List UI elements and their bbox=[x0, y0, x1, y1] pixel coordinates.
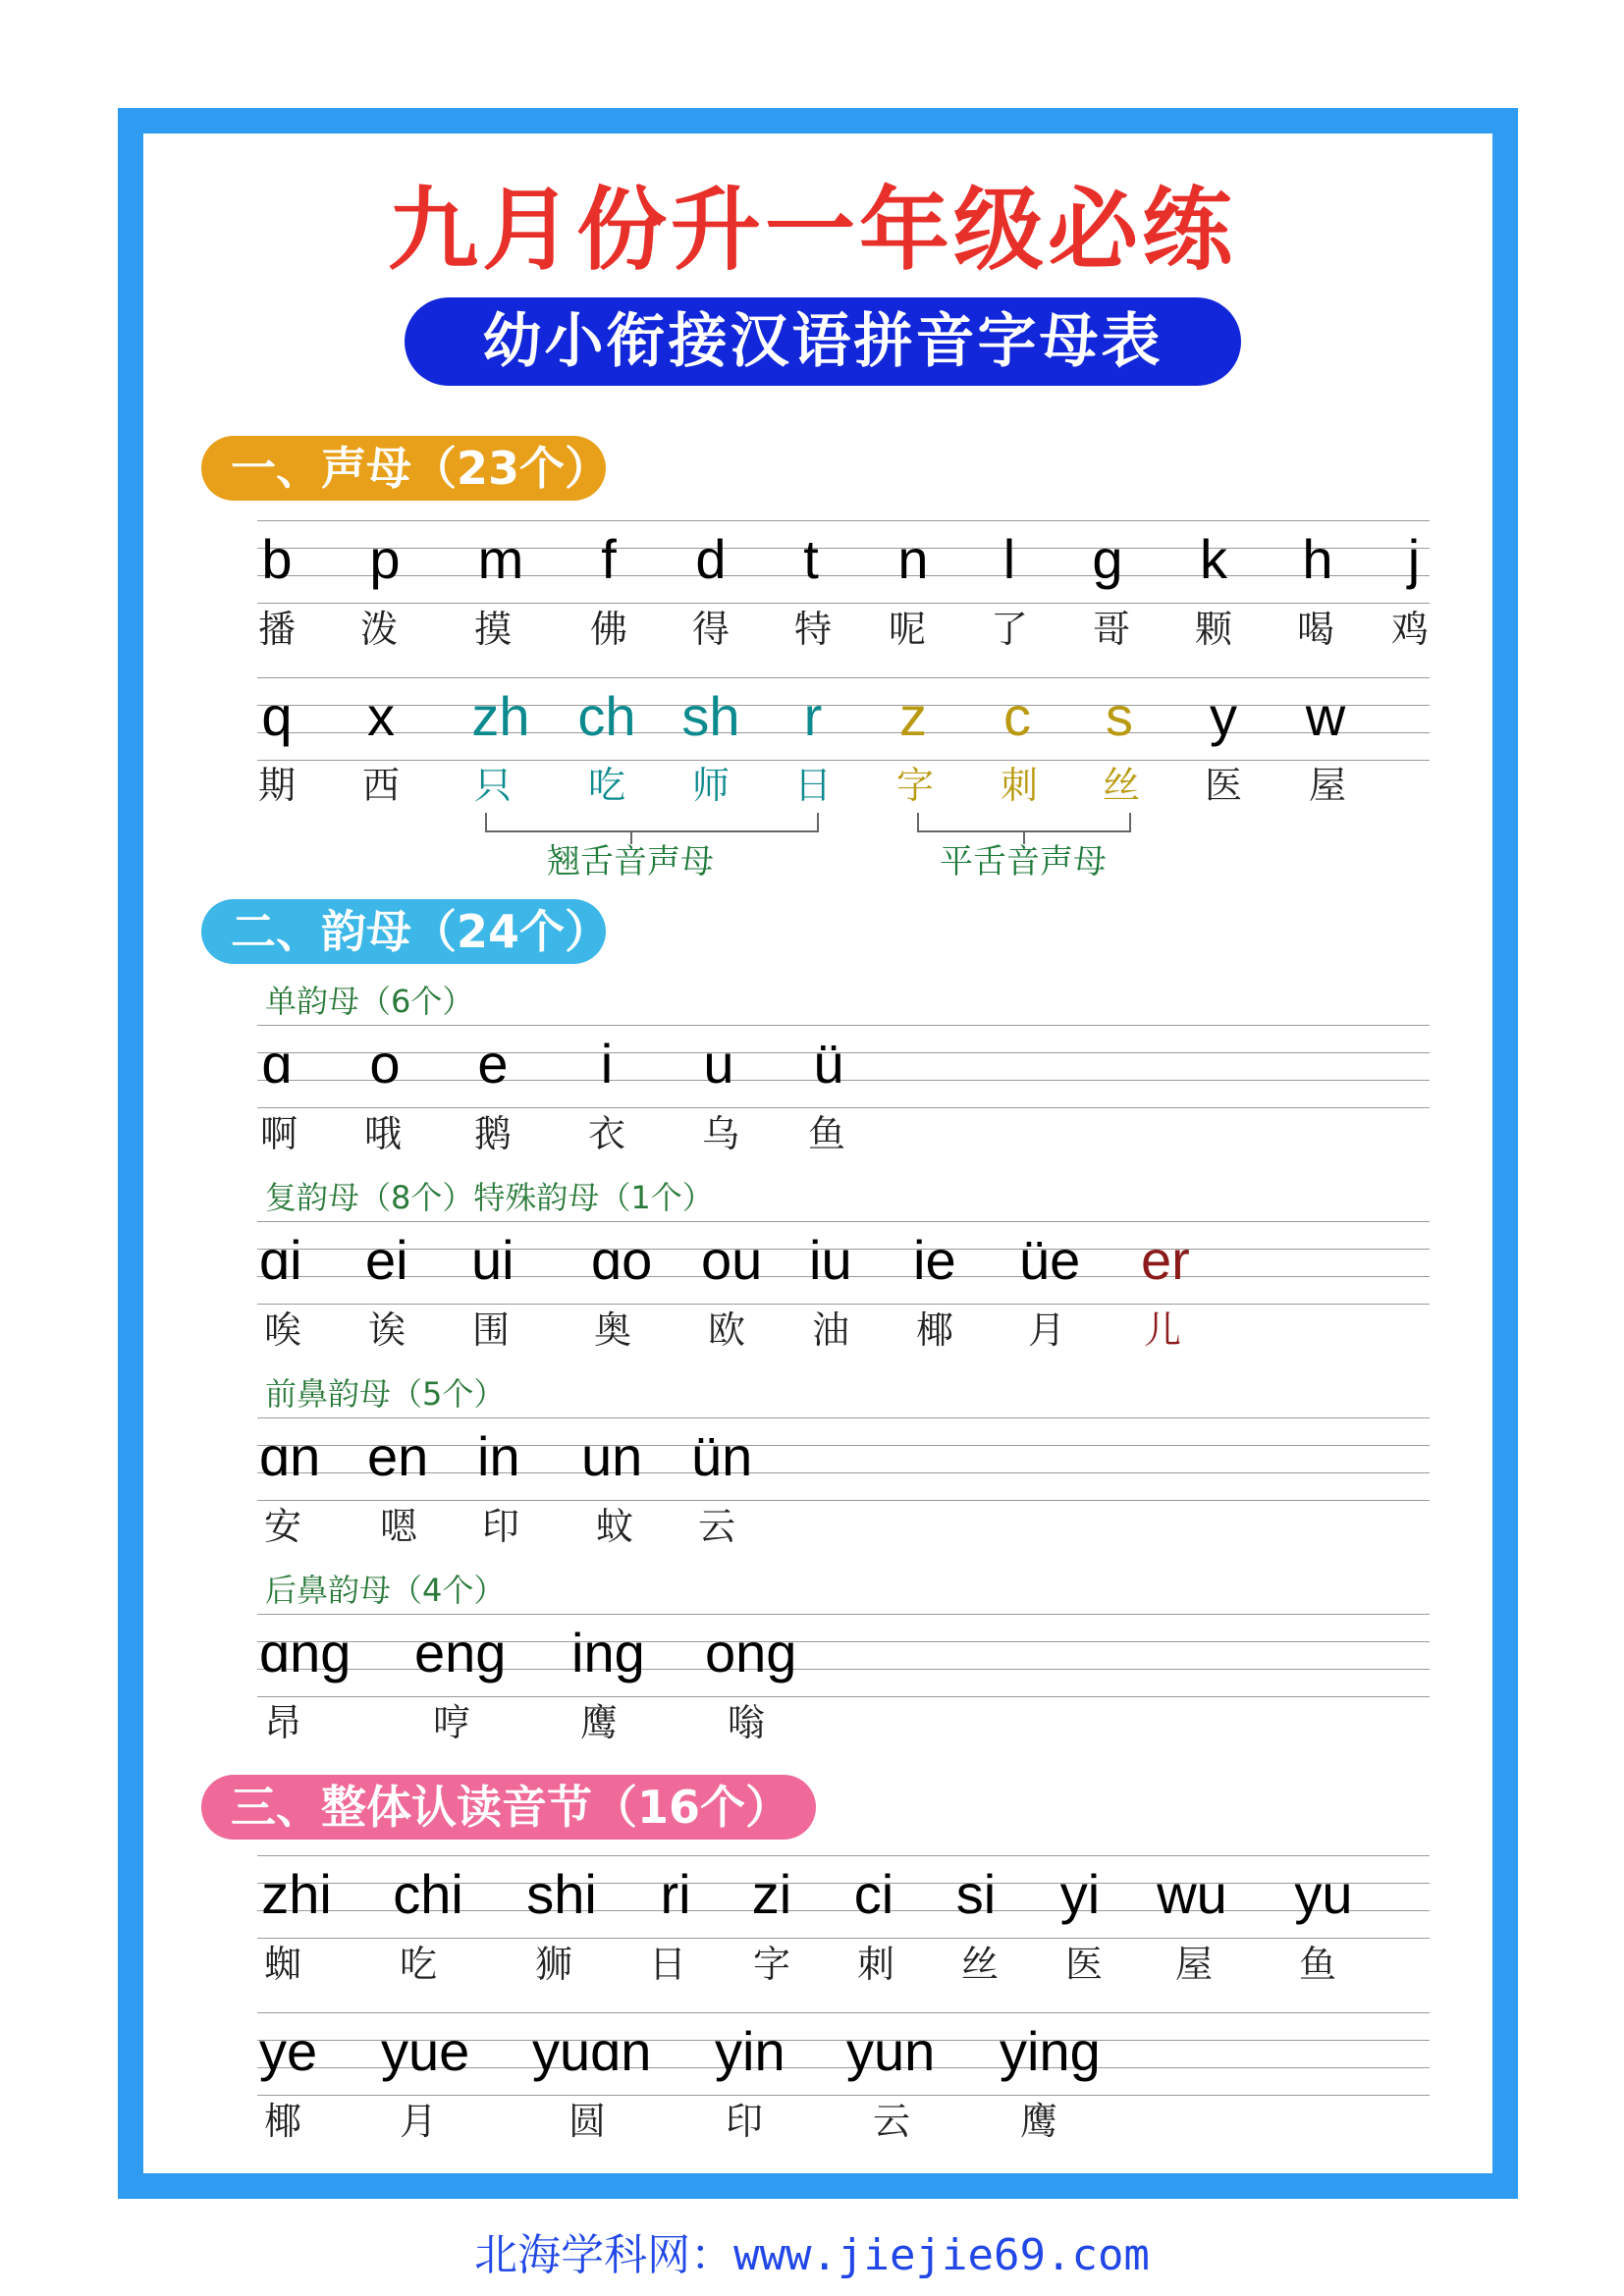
pinyin-final: ɑ bbox=[261, 1033, 293, 1095]
example-character: 了 bbox=[990, 608, 1029, 651]
pinyin-final: ong bbox=[705, 1622, 797, 1683]
example-character: 期 bbox=[257, 764, 297, 807]
section-heading-initials: 一、声母（23个） bbox=[201, 436, 606, 501]
example-character: 师 bbox=[691, 764, 731, 807]
example-character: 印 bbox=[725, 2100, 764, 2143]
example-character: 医 bbox=[1064, 1943, 1104, 1986]
example-character: 月 bbox=[399, 2100, 438, 2143]
example-character: 鹰 bbox=[1019, 2100, 1058, 2143]
example-character: 蚊 bbox=[595, 1505, 634, 1548]
whole-syllable: si bbox=[955, 1863, 997, 1925]
example-character: 安 bbox=[263, 1505, 302, 1548]
example-character: 喝 bbox=[1296, 608, 1335, 651]
example-character: 西 bbox=[361, 764, 401, 807]
example-character: 日 bbox=[793, 764, 833, 807]
example-character: 哼 bbox=[432, 1701, 471, 1744]
flat-tongue-label: 平舌音声母 bbox=[940, 842, 1107, 881]
example-character: 昂 bbox=[263, 1701, 302, 1744]
example-character: 屋 bbox=[1308, 764, 1347, 807]
example-character: 啊 bbox=[259, 1112, 298, 1155]
flat-tongue-letter: c bbox=[1003, 685, 1031, 747]
whole-syllable: yi bbox=[1059, 1863, 1101, 1925]
whole-syllable: yin bbox=[715, 2020, 785, 2082]
flat-tongue-letter: z bbox=[899, 685, 927, 747]
whole-syllable: zi bbox=[751, 1863, 792, 1925]
example-character: 字 bbox=[895, 764, 935, 807]
pinyin-letter: t bbox=[803, 528, 819, 590]
example-character: 椰 bbox=[263, 2100, 302, 2143]
pinyin-letter: x bbox=[367, 685, 395, 747]
example-character: 特 bbox=[793, 608, 833, 651]
pinyin-final: in bbox=[477, 1425, 520, 1487]
example-character: 嗡 bbox=[727, 1701, 766, 1744]
whole-syllable: ying bbox=[1000, 2020, 1101, 2082]
example-character: 诶 bbox=[367, 1308, 406, 1352]
pinyin-final: ei bbox=[365, 1229, 408, 1291]
example-character: 泼 bbox=[359, 608, 399, 651]
example-character: 颗 bbox=[1194, 608, 1233, 651]
example-character: 佛 bbox=[589, 608, 628, 651]
example-character: 嗯 bbox=[379, 1505, 418, 1548]
pinyin-final: üe bbox=[1019, 1229, 1081, 1291]
section-heading-finals: 二、韵母（24个） bbox=[201, 899, 606, 964]
whole-syllable: yue bbox=[381, 2020, 470, 2082]
example-character: 乌 bbox=[701, 1112, 740, 1155]
pinyin-final: ɑo bbox=[591, 1229, 653, 1291]
retroflex-letter: ch bbox=[577, 685, 636, 747]
pinyin-final: o bbox=[369, 1033, 401, 1095]
writing-lines bbox=[257, 677, 1430, 760]
example-character: 围 bbox=[471, 1308, 511, 1352]
whole-syllable: ye bbox=[259, 2020, 318, 2082]
example-character: 衣 bbox=[587, 1112, 626, 1155]
pinyin-final: ou bbox=[701, 1229, 763, 1291]
pinyin-letter: k bbox=[1200, 528, 1227, 590]
pinyin-letter: w bbox=[1305, 685, 1346, 747]
whole-syllable: yu bbox=[1294, 1863, 1353, 1925]
pinyin-letter: d bbox=[695, 528, 727, 590]
example-character: 月 bbox=[1027, 1308, 1066, 1352]
pinyin-letter: l bbox=[1002, 528, 1016, 590]
whole-syllable: yun bbox=[846, 2020, 936, 2082]
example-character: 只 bbox=[473, 764, 513, 807]
section-heading-whole-syllables: 三、整体认读音节（16个） bbox=[201, 1775, 816, 1840]
whole-syllable: yuɑn bbox=[532, 2020, 652, 2082]
example-character: 欧 bbox=[707, 1308, 746, 1352]
flat-tongue-letter: s bbox=[1106, 685, 1133, 747]
writing-lines bbox=[257, 1417, 1430, 1500]
footer-url[interactable]: www.jiejie69.com bbox=[733, 2230, 1150, 2280]
retroflex-letter: r bbox=[803, 685, 823, 747]
example-character: 鹰 bbox=[579, 1701, 619, 1744]
pinyin-letter: f bbox=[601, 528, 617, 590]
retroflex-letter: zh bbox=[471, 685, 530, 747]
example-character: 丝 bbox=[1102, 764, 1141, 807]
pinyin-final: ing bbox=[571, 1622, 645, 1683]
example-character: 唉 bbox=[263, 1308, 302, 1352]
flat-tongue-bracket bbox=[917, 813, 1131, 832]
example-character: 奥 bbox=[593, 1308, 632, 1352]
retroflex-label: 翘舌音声母 bbox=[547, 842, 714, 881]
pinyin-final: eng bbox=[414, 1622, 507, 1683]
whole-syllable: ci bbox=[853, 1863, 894, 1925]
single-finals-label: 单韵母（6个） bbox=[265, 983, 474, 1020]
example-character: 狮 bbox=[534, 1943, 573, 1986]
retroflex-bracket bbox=[485, 813, 819, 832]
page-title: 九月份升一年级必练 bbox=[387, 178, 1236, 283]
example-character: 日 bbox=[648, 1943, 687, 1986]
pinyin-final: ü bbox=[813, 1033, 844, 1095]
example-character: 圆 bbox=[568, 2100, 607, 2143]
pinyin-letter: m bbox=[477, 528, 524, 590]
example-character: 吃 bbox=[399, 1943, 438, 1986]
example-character: 蜘 bbox=[263, 1943, 302, 1986]
whole-syllable: chi bbox=[393, 1863, 463, 1925]
example-character: 鸡 bbox=[1390, 608, 1430, 651]
example-character: 儿 bbox=[1143, 1308, 1182, 1352]
example-character: 丝 bbox=[960, 1943, 1000, 1986]
whole-syllable: zhi bbox=[261, 1863, 332, 1925]
subtitle-banner: 幼小衔接汉语拼音字母表 bbox=[405, 297, 1241, 386]
example-character: 鱼 bbox=[1298, 1943, 1337, 1986]
example-character: 刺 bbox=[856, 1943, 895, 1986]
example-character: 油 bbox=[811, 1308, 850, 1352]
example-character: 刺 bbox=[1000, 764, 1039, 807]
pinyin-final: en bbox=[367, 1425, 429, 1487]
example-character: 屋 bbox=[1174, 1943, 1214, 1986]
pinyin-final: ɑn bbox=[259, 1425, 321, 1487]
example-character: 播 bbox=[257, 608, 297, 651]
example-character: 摸 bbox=[473, 608, 513, 651]
pinyin-final: ui bbox=[471, 1229, 514, 1291]
pinyin-final: iu bbox=[809, 1229, 852, 1291]
example-character: 椰 bbox=[915, 1308, 954, 1352]
front-nasal-finals-label: 前鼻韵母（5个） bbox=[265, 1375, 506, 1413]
retroflex-letter: sh bbox=[681, 685, 740, 747]
pinyin-final: ün bbox=[691, 1425, 753, 1487]
whole-syllable: wu bbox=[1157, 1863, 1227, 1925]
example-character: 得 bbox=[691, 608, 731, 651]
example-character: 呢 bbox=[888, 608, 927, 651]
footer-site-name: 北海学科网： bbox=[474, 2230, 734, 2280]
whole-syllable: shi bbox=[526, 1863, 597, 1925]
back-nasal-finals-label: 后鼻韵母（4个） bbox=[265, 1572, 506, 1609]
example-character: 云 bbox=[697, 1505, 736, 1548]
pinyin-letter: g bbox=[1092, 528, 1123, 590]
pinyin-letter: y bbox=[1210, 685, 1237, 747]
example-character: 哦 bbox=[363, 1112, 403, 1155]
pinyin-letter: h bbox=[1302, 528, 1333, 590]
pinyin-letter: p bbox=[369, 528, 401, 590]
pinyin-letter: n bbox=[897, 528, 929, 590]
pinyin-letter: j bbox=[1407, 528, 1421, 590]
compound-finals-label: 复韵母（8个）特殊韵母（1个） bbox=[265, 1179, 714, 1216]
example-character: 印 bbox=[481, 1505, 520, 1548]
example-character: 字 bbox=[752, 1943, 791, 1986]
example-character: 哥 bbox=[1092, 608, 1131, 651]
example-character: 鱼 bbox=[807, 1112, 846, 1155]
example-character: 云 bbox=[872, 2100, 911, 2143]
special-final: er bbox=[1141, 1229, 1190, 1291]
pinyin-final: ɑi bbox=[259, 1229, 302, 1291]
example-character: 鹅 bbox=[473, 1112, 513, 1155]
pinyin-final: ie bbox=[913, 1229, 956, 1291]
pinyin-letter: q bbox=[261, 685, 293, 747]
example-character: 吃 bbox=[587, 764, 626, 807]
pinyin-final: u bbox=[703, 1033, 734, 1095]
pinyin-letter: b bbox=[261, 528, 293, 590]
footer-watermark bbox=[0, 2228, 1624, 2283]
example-character: 医 bbox=[1204, 764, 1243, 807]
writing-lines bbox=[257, 520, 1430, 603]
pinyin-final: e bbox=[477, 1033, 509, 1095]
pinyin-final: un bbox=[581, 1425, 643, 1487]
pinyin-final: ɑng bbox=[259, 1622, 352, 1683]
pinyin-final: i bbox=[600, 1033, 614, 1095]
whole-syllable: ri bbox=[660, 1863, 691, 1925]
